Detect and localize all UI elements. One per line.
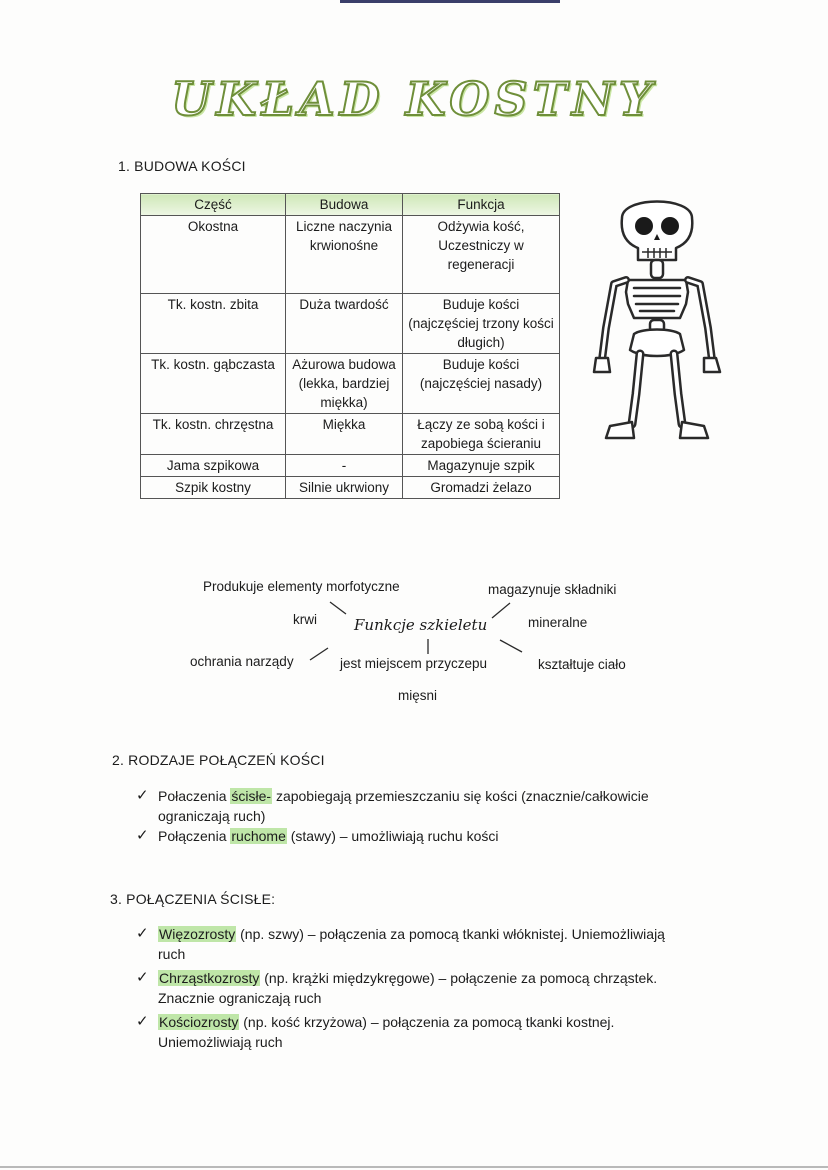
table-cell: Magazynuje szpik [403,455,560,477]
joint-types-list [118,786,678,846]
item-text: (np. kość krzyżowa) – połączenia za pomocą tkanki kostnej. Uniemożliwiają ruch [158,1014,615,1050]
table-cell: Silnie ukrwiony [286,477,403,499]
table-cell: Łączy ze sobą kości i zapobiega ścieraniu [403,414,560,455]
table-cell: Duża twardość [286,294,403,354]
item-prefix: Połączenia [158,828,231,844]
item-text: (np. krążki międzykręgowe) – połączenie za pomocą chrząstek. Znacznie ograniczają ruch [158,970,658,1006]
header-structure: Budowa [286,194,403,216]
highlighted-term: Kościozrosty [159,1014,239,1030]
highlighted-term: ruchome [231,828,286,844]
table-cell: Odżywia kość, Uczestniczy w regeneracji [403,216,560,294]
item-text: (stawy) – umożliwiają ruchu kości [286,828,499,844]
list-item [118,924,683,964]
table-cell: Tk. kostn. chrzęstna [141,414,286,455]
connector-shapes [500,640,522,652]
item-prefix: Połaczenia [158,788,231,804]
highlighted-term: Więzozrosty [159,926,236,942]
mindmap-attachment-line1: jest miejscem przyczepu [340,656,488,671]
table-cell: Okostna [141,216,286,294]
mindmap-produces-line1: Produkuje elementy morfotyczne [203,579,400,594]
mindmap-center: Funkcje szkieletu [354,616,488,634]
table-cell: Buduje kości (najczęściej trzony kości długich) [403,294,560,354]
item-text: zapobiegają przemieszczaniu się kości (znacznie/całkowicie ograniczają ruch) [158,788,649,824]
table-cell: Miękka [286,414,403,455]
section-2-heading: 2. RODZAJE POŁĄCZEŃ KOŚCI [112,752,325,768]
mindmap-shapes: kształtuje ciało [538,657,626,672]
check-icon: ✓ [136,787,149,804]
connector-protects [310,648,328,660]
list-item [118,1012,683,1052]
mindmap-stores-line1: magazynuje składniki [488,582,617,597]
table-cell: Ażurowa budowa (lekka, bardziej miękka) [286,354,403,414]
header-part: Część [141,194,286,216]
list-item [118,826,678,846]
connector-stores [492,603,510,618]
mindmap-protects: ochrania narządy [190,654,294,669]
table-cell: Buduje kości (najczęściej nasady) [403,354,560,414]
page-title: UKŁAD KOSTNY [171,72,657,126]
fixed-joints-list [118,924,683,1052]
table-cell: Jama szpikowa [141,455,286,477]
table-cell: Szpik kostny [141,477,286,499]
highlighted-term: ścisłe- [231,788,272,804]
header-function: Funkcja [403,194,560,216]
check-icon: ✓ [136,925,149,942]
section-1-heading: 1. BUDOWA KOŚCI [118,158,246,174]
bottom-edge-line [0,1166,828,1168]
section-3-heading: 3. POŁĄCZENIA ŚCISŁE: [110,891,276,907]
mindmap-stores-line2: mineralne [528,615,588,630]
check-icon: ✓ [136,969,149,986]
table-cell: Tk. kostn. gąbczasta [141,354,286,414]
table-cell: Gromadzi żelazo [403,477,560,499]
connector-produces [330,602,346,614]
item-text: (np. szwy) – połączenia za pomocą tkanki włóknistej. Uniemożliwiają ruch [158,926,665,962]
check-icon: ✓ [136,1013,149,1030]
mindmap-produces-line2: krwi [293,612,317,627]
table-cell: Tk. kostn. zbita [141,294,286,354]
list-item [118,786,678,826]
table-cell: Liczne naczynia krwionośne [286,216,403,294]
check-icon: ✓ [136,827,149,844]
highlighted-term: Chrząstkozrosty [159,970,260,986]
mindmap-attachment-line2: mięsni [398,688,438,703]
list-item [118,968,683,1008]
table-cell: - [286,455,403,477]
